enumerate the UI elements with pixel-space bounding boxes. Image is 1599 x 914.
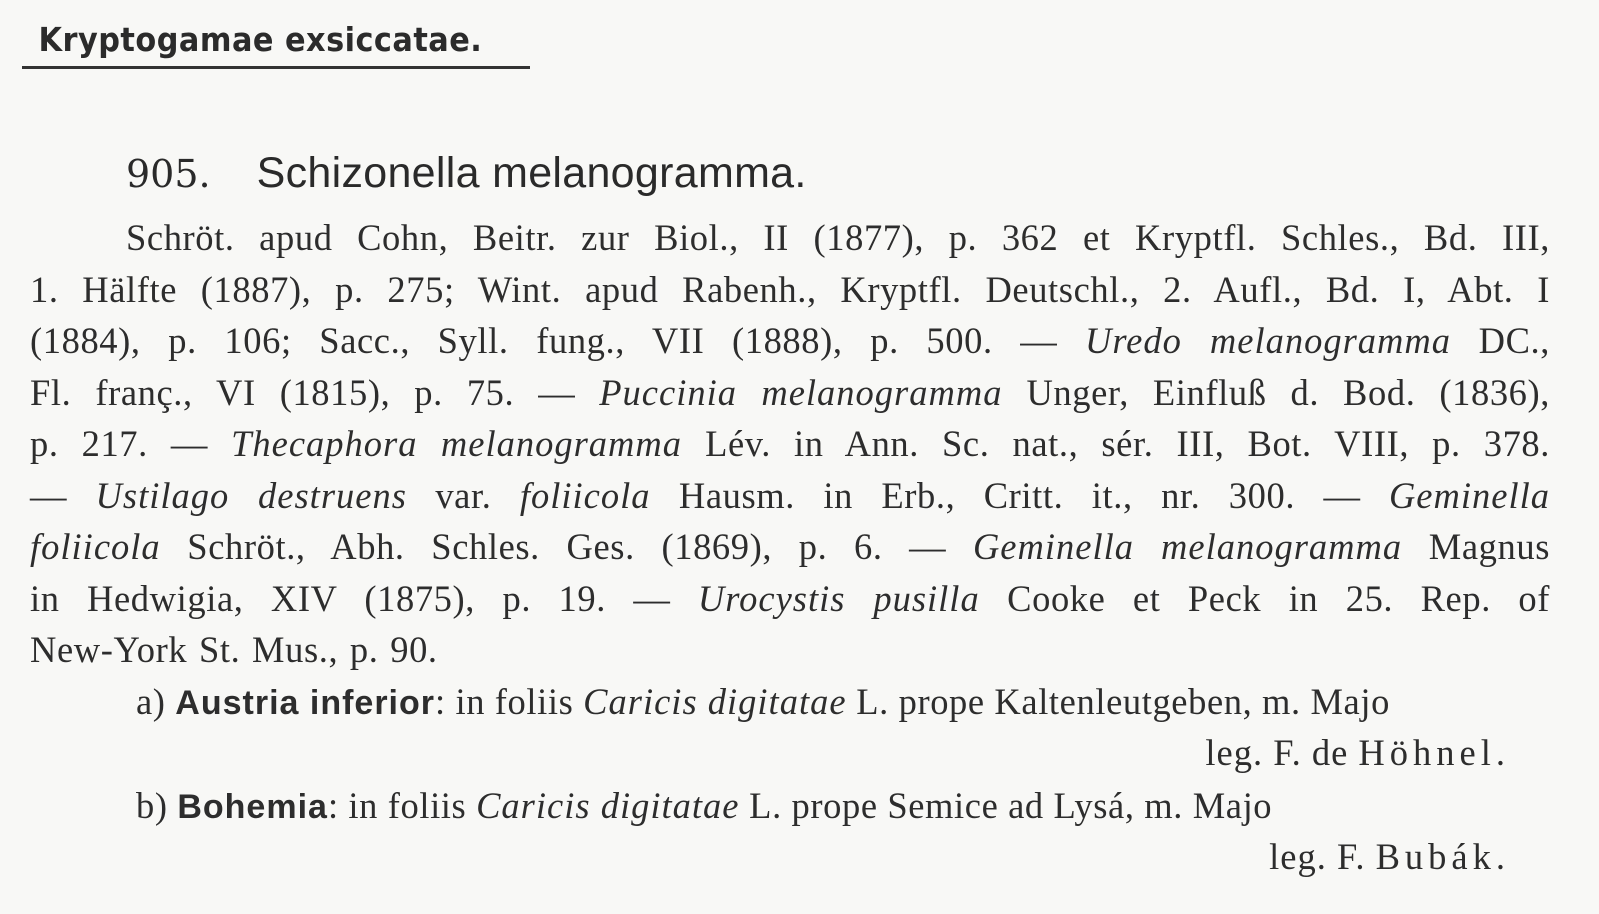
synonymy-line: — Ustilago destruens var. foliicola Hausm. in Erb., Critt. it., nr. 300. — Geminella — [30, 474, 1550, 516]
synonymy-line: in Hedwigia, XIV (1875), p. 19. — Urocystis pusilla Cooke et Peck in 25. Rep. of — [30, 577, 1550, 619]
collector-line: leg. F. de Höhnel. — [1205, 732, 1510, 773]
synonymy-line: Fl. franç., VI (1815), p. 75. — Puccinia melanogramma Unger, Einfluß d. Bod. (1836), — [30, 371, 1551, 413]
taxon-name: foliicola — [519, 474, 651, 516]
synonymy-line: New-York St. Mus., p. 90. — [30, 629, 438, 670]
page-header — [22, 18, 530, 69]
entry-heading — [126, 148, 807, 208]
locality-label: a) — [136, 681, 166, 722]
synonymy-paragraph — [30, 212, 1550, 676]
entry-name: Schizonella melanogramma. — [256, 149, 807, 197]
collector-name: Höhnel. — [1358, 732, 1510, 773]
synonymy-line: 1. Hälfte (1887), p. 275; Wint. apud Rabenh., Kryptfl. Deutschl., 2. Aufl., Bd. I, Abt. I — [30, 268, 1550, 310]
taxon-name: Uredo melanogramma — [1084, 320, 1452, 361]
taxon-name: foliicola — [30, 526, 161, 567]
locality-region: Bohemia — [177, 788, 328, 826]
taxon-name: Geminella — [1388, 474, 1550, 516]
taxon-name: Puccinia melanogramma — [599, 371, 1003, 413]
taxon-name: Urocystis pusilla — [697, 577, 980, 619]
host-name: Caricis digitatae — [583, 681, 847, 722]
taxon-name: Geminella melanogramma — [972, 526, 1403, 567]
collector-line: leg. F. Bubák. — [1269, 836, 1510, 877]
locality-b: b) Bohemia: in foliis Caricis digitatae L. prope Semice ad Lysá, m. Majo leg. F. Bubák. — [136, 781, 1552, 882]
locality-a: a) Austria inferior: in foliis Caricis digitatae L. prope Kaltenleutgeben, m. Majo leg. F. de Höhnel. — [136, 677, 1552, 778]
synonymy-line: foliicola Schröt., Abh. Schles. Ges. (1869), p. 6. — Geminella melanogramma Magnus — [30, 526, 1551, 567]
collector-name: Bubák. — [1375, 836, 1510, 877]
synonymy-line: (1884), p. 106; Sacc., Syll. fung., VII (1888), p. 500. — Uredo melanogramma DC., — [30, 320, 1550, 361]
synonymy-line: p. 217. — Thecaphora melanogramma Lév. in Ann. Sc. nat., sér. III, Bot. VIII, p. 378. — [30, 423, 1550, 464]
host-name: Caricis digitatae — [476, 785, 740, 826]
taxon-name: Ustilago destruens — [95, 474, 407, 516]
locality-region: Austria inferior — [175, 684, 436, 722]
entry-number: 905. — [126, 152, 211, 196]
taxon-name: Thecaphora melanogramma — [231, 423, 683, 464]
header-title: Kryptogamae exsiccatae. — [38, 20, 483, 59]
synonymy-line: Schröt. apud Cohn, Beitr. zur Biol., II (1877), p. 362 et Kryptfl. Schles., Bd. III, — [126, 217, 1550, 258]
locality-label: b) — [136, 785, 168, 826]
